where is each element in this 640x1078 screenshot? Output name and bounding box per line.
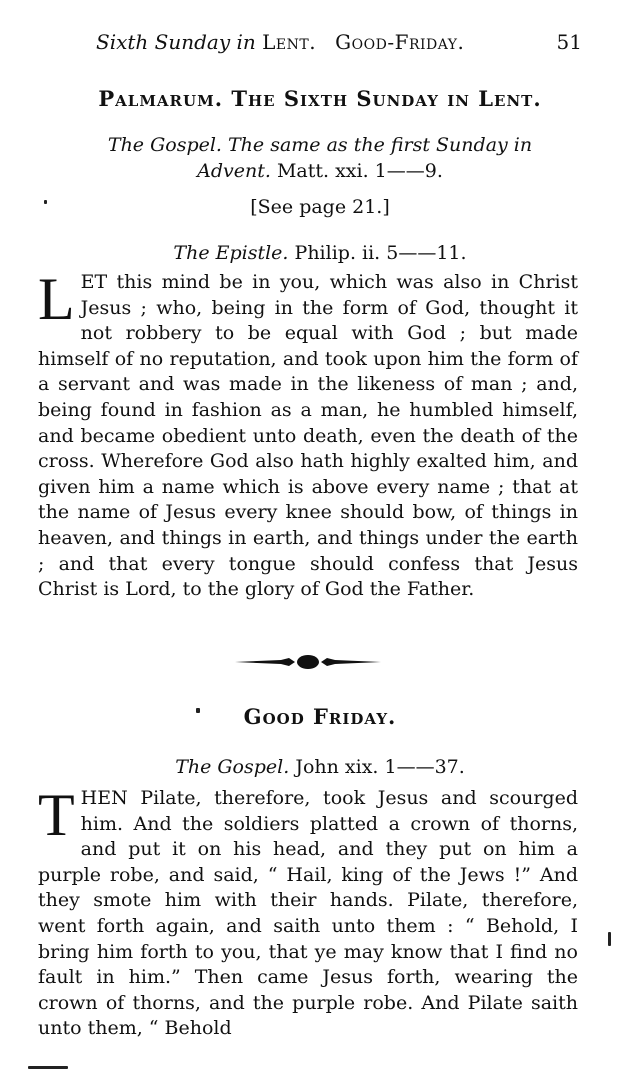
section-title-good-friday: Good Friday. — [243, 704, 397, 729]
print-speck — [196, 708, 200, 713]
epistle-heading — [0, 242, 640, 264]
palm-gospel-line-2 — [0, 160, 640, 182]
good-friday-gospel-text — [38, 782, 578, 1042]
palm-gospel-line-1 — [0, 134, 640, 156]
print-speck — [28, 1066, 68, 1069]
good-friday-drop-cap: T — [38, 782, 75, 848]
running-title: Sixth Sunday in — [96, 30, 256, 54]
running-title-good-friday: Good-Friday. — [335, 30, 465, 54]
epistle-reference: Philip. ii. 5——11. — [294, 242, 467, 264]
epistle-body: ET this mind be in you, which was also in Christ Jesus ; who, being in the form of God, thought it not robbery to be equal with God ; but made himself of no reputation, and took upon him the form of a servant and was made in the likeness of man ; and, being found in fashion as a man, he humbled himself, and became obedient unto death, even the death of the cross. Wherefore God also hath highly exalted him, and given him a name which is above every name ; that at the name of Jesus every knee should bow, of things in heaven, and things in earth, and things under the earth ; and that every tongue should confess that Jesus Christ is Lord, to the glory of God the Father. — [38, 271, 578, 601]
page-number: 51 — [556, 30, 582, 54]
palm-gospel-advent: Advent. — [197, 160, 271, 182]
print-speck — [44, 200, 47, 204]
palm-gospel-reference: Matt. xxi. 1——9. — [276, 160, 443, 182]
epistle-text — [38, 266, 578, 603]
palm-gospel-heading: The Gospel. The same as the first Sunday in — [107, 134, 533, 156]
ornament-divider — [233, 652, 383, 672]
good-friday-gospel-heading — [0, 756, 640, 778]
section-title-palmarum: Palmarum. The Sixth Sunday in Lent. — [98, 86, 542, 111]
running-title-lent: Lent. — [262, 30, 317, 54]
running-header — [96, 30, 586, 54]
good-friday-body: HEN Pilate, therefore, took Jesus and scourged him. And the soldiers platted a crown of thorns, and put it on his head, and they put on him a purple robe, and said, “ Hail, king of the Jews !” And they smote him with their hands. Pilate, therefore, went forth again, and saith unto them : “ Behold, I bring him forth to you, that ye may know that I find no fault in him.” Then came Jesus forth, wearing the crown of thorns, and the purple robe. And Pilate saith unto them, “ Behold — [38, 787, 578, 1040]
see-page-note: [See page 21.] — [250, 196, 390, 218]
epistle-drop-cap: L — [38, 266, 75, 332]
epistle-label: The Epistle. — [173, 242, 289, 264]
print-speck — [608, 932, 611, 946]
good-friday-gospel-label: The Gospel. — [175, 756, 290, 778]
good-friday-gospel-reference: John xix. 1——37. — [295, 756, 465, 778]
